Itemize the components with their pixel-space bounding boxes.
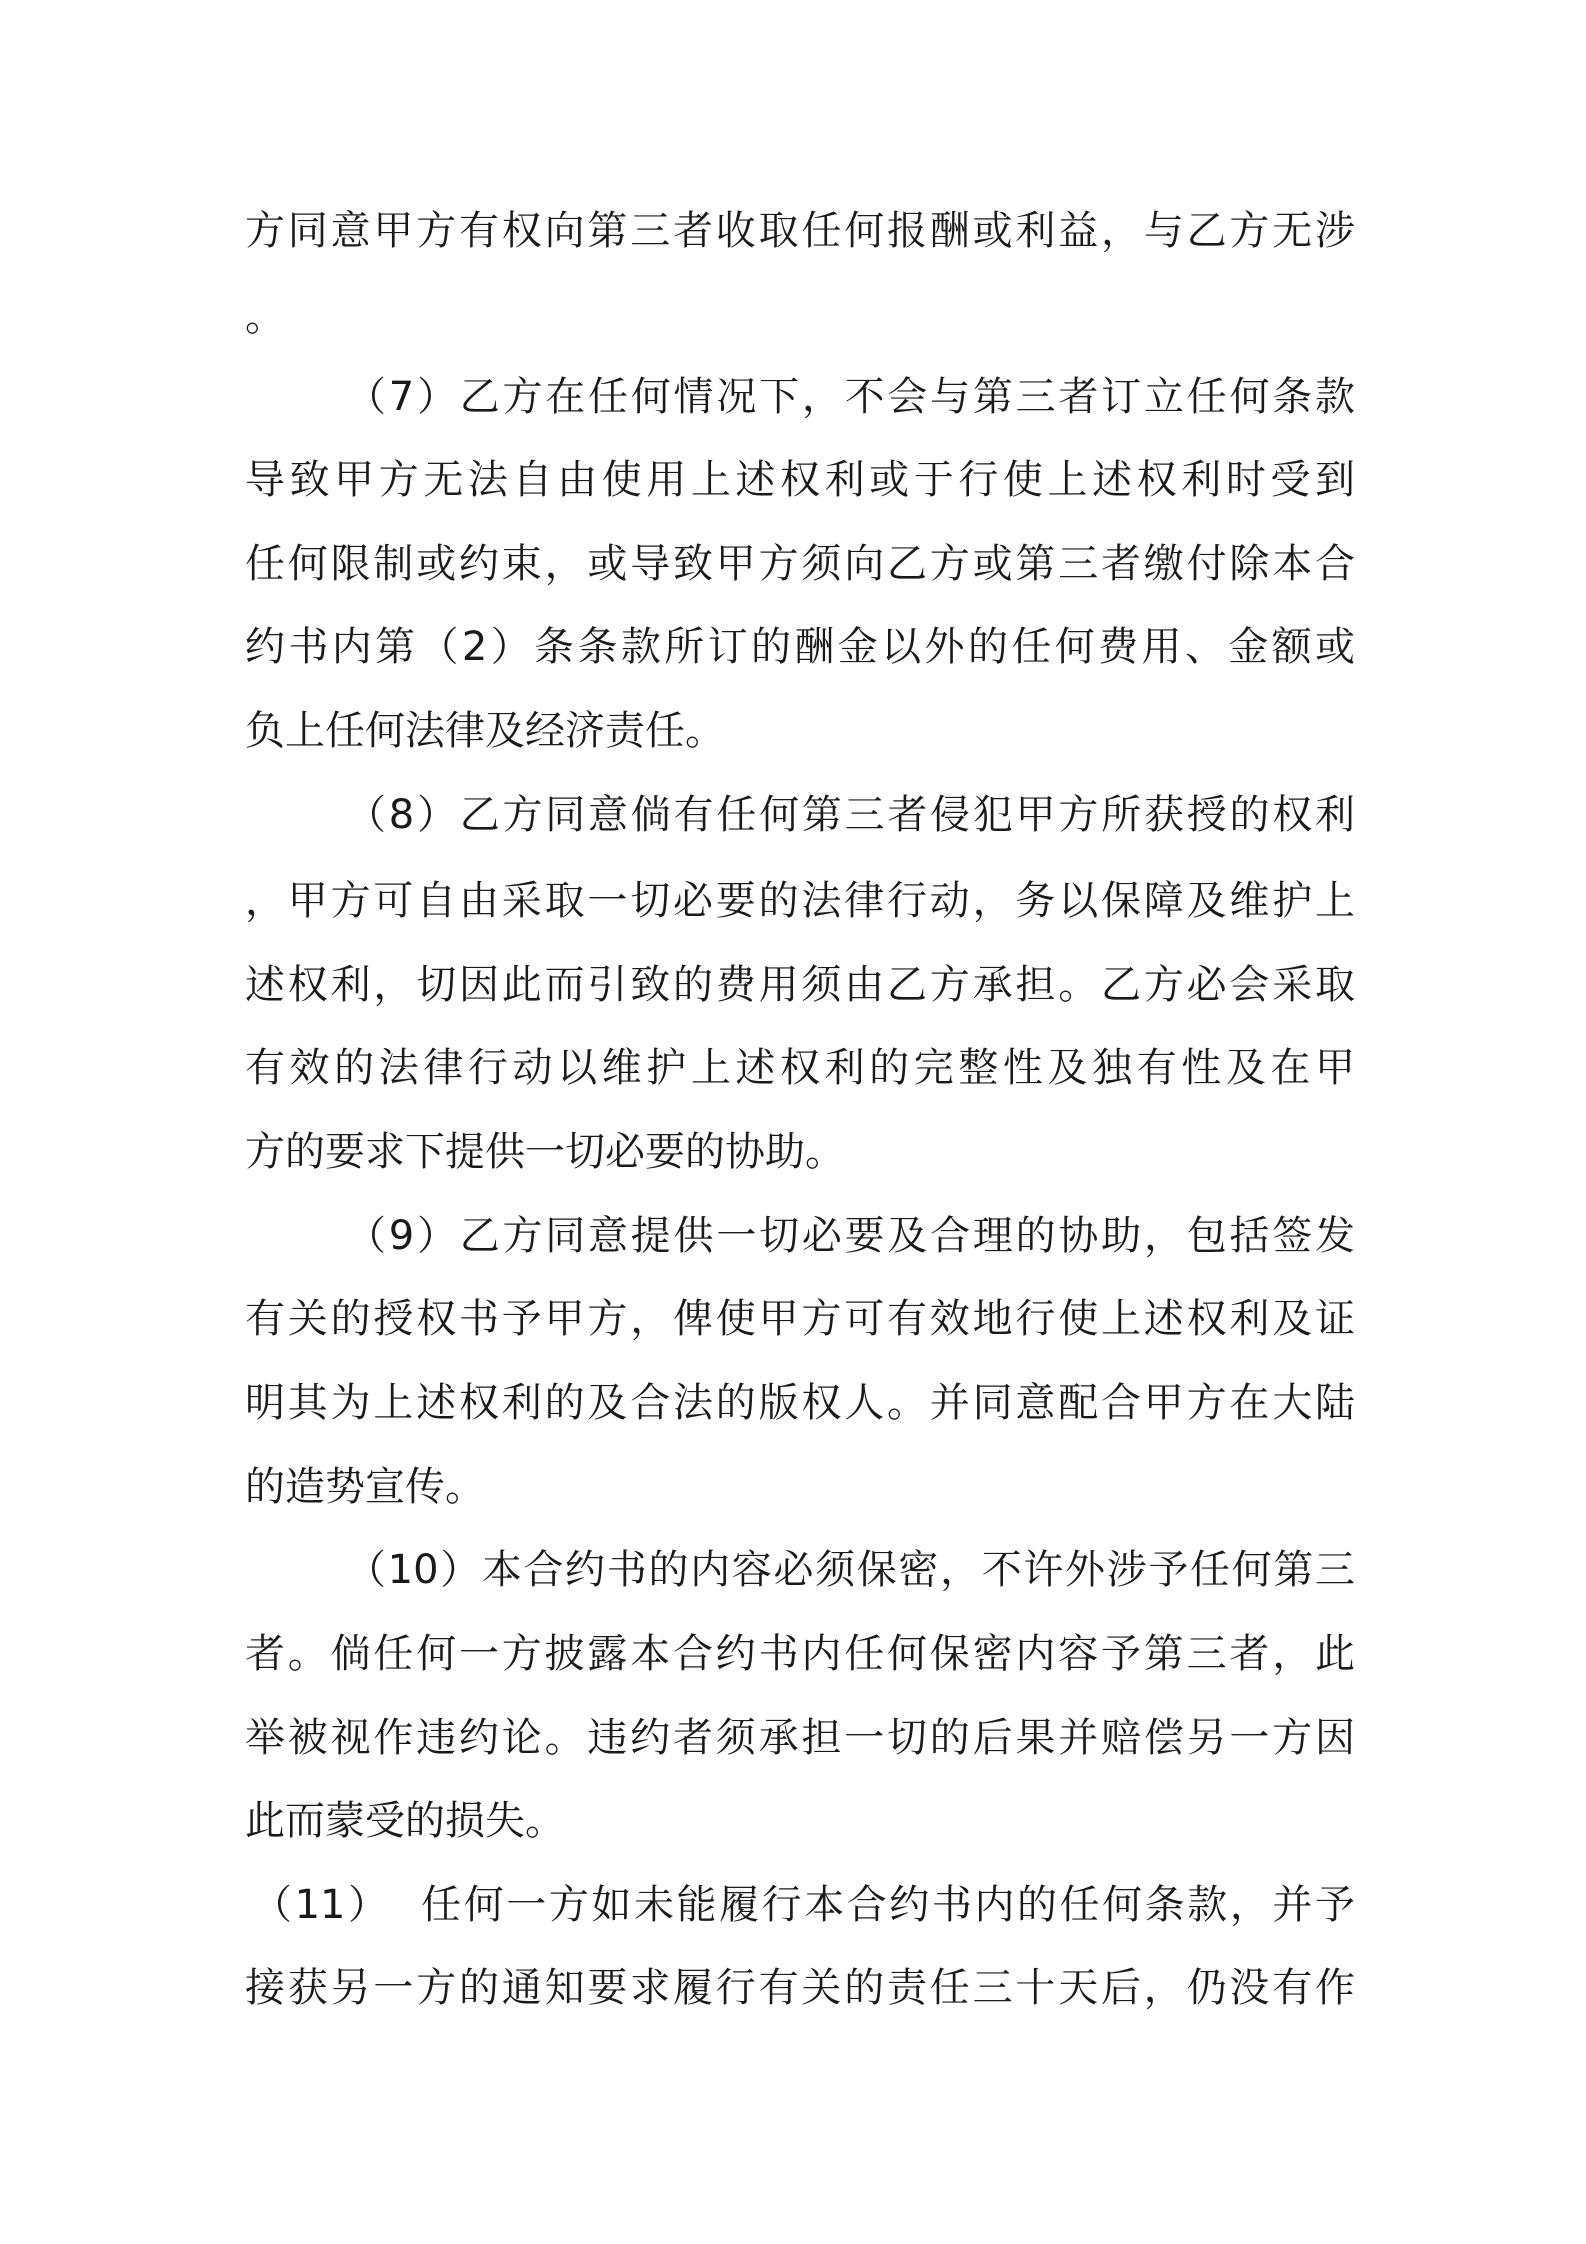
text-line: 的造势宣传。 bbox=[245, 1464, 485, 1510]
text-line: 明其为上述权利的及合法的版权人。并同意配合甲方在大陆 bbox=[245, 1380, 1355, 1426]
clause-8-heading-line: （8）乙方同意倘有任何第三者侵犯甲方所获授的权利 bbox=[346, 792, 1355, 838]
text-line: 负上任何法律及经济责任。 bbox=[245, 708, 725, 754]
text-line: 方同意甲方有权向第三者收取任何报酬或利益，与乙方无涉 bbox=[245, 208, 1355, 254]
clause-9-heading-line: （9）乙方同意提供一切必要及合理的协助，包括签发 bbox=[346, 1213, 1355, 1259]
text-line: 。 bbox=[245, 294, 285, 340]
text-line: 述权利，切因此而引致的费用须由乙方承担。乙方必会采取 bbox=[245, 962, 1355, 1008]
clause-10-heading-line: （10）本合约书的内容必须保密，不许外涉予任何第三 bbox=[346, 1547, 1355, 1593]
text-line: 者。倘任何一方披露本合约书内任何保密内容予第三者，此 bbox=[245, 1631, 1355, 1677]
text-line: 有关的授权书予甲方，俾使甲方可有效地行使上述权利及证 bbox=[245, 1296, 1355, 1342]
text-line: 方的要求下提供一切必要的协助。 bbox=[245, 1129, 845, 1175]
text-line: ，甲方可自由采取一切必要的法律行动，务以保障及维护上 bbox=[245, 878, 1355, 924]
text-line: 任何限制或约束，或导致甲方须向乙方或第三者缴付除本合 bbox=[245, 541, 1355, 587]
clause-11-heading-line: （11） 任何一方如未能履行本合约书内的任何条款，并予 bbox=[252, 1882, 1355, 1928]
text-line: 约书内第（2）条条款所订的酬金以外的任何费用、金额或 bbox=[245, 624, 1355, 670]
text-line: 接获另一方的通知要求履行有关的责任三十天后，仍没有作 bbox=[245, 1965, 1355, 2011]
text-line: 导致甲方无法自由使用上述权利或于行使上述权利时受到 bbox=[245, 457, 1355, 503]
text-line: 有效的法律行动以维护上述权利的完整性及独有性及在甲 bbox=[245, 1045, 1355, 1091]
text-line: 举被视作违约论。违约者须承担一切的后果并赔偿另一方因 bbox=[245, 1715, 1355, 1761]
text-line: 此而蒙受的损失。 bbox=[245, 1798, 565, 1844]
clause-7-heading-line: （7）乙方在任何情况下，不会与第三者订立任何条款 bbox=[346, 374, 1355, 420]
